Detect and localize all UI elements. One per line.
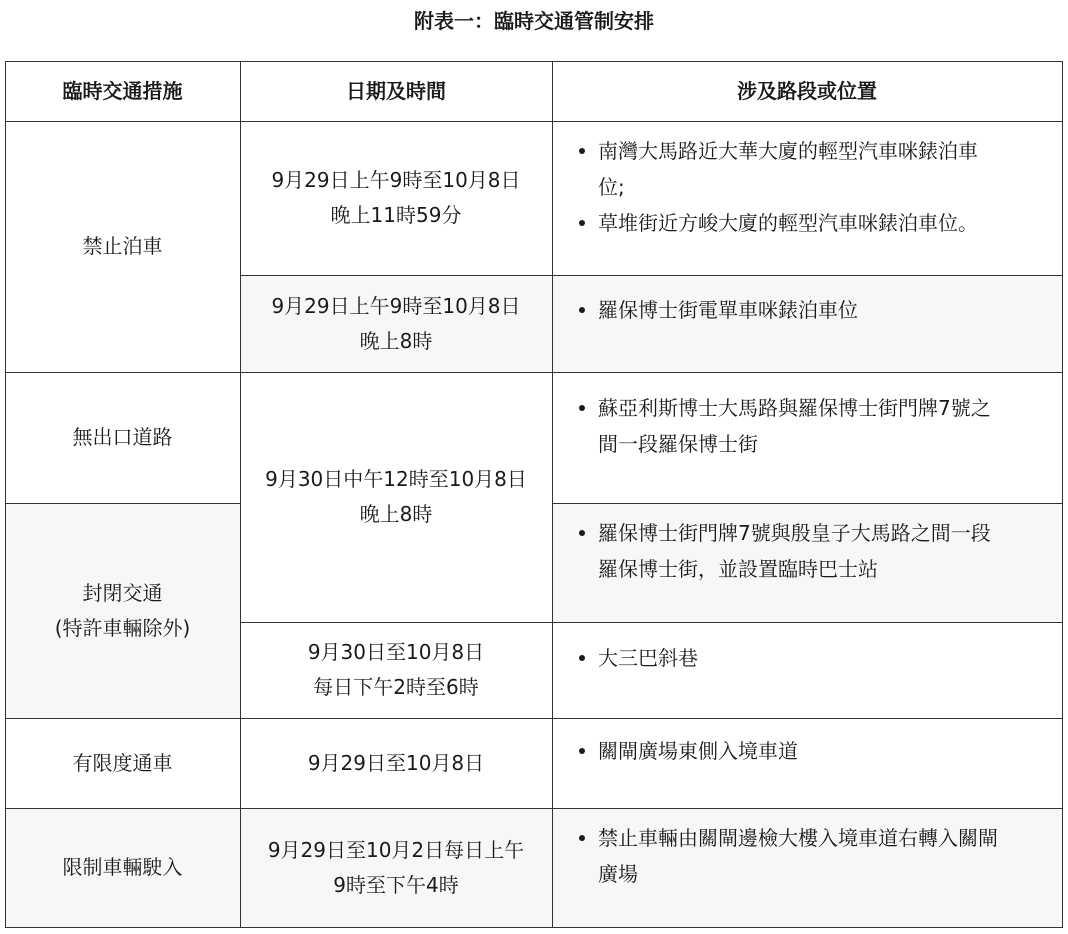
date-text: 晚上11時59分 — [330, 203, 462, 227]
location-text: 關閘廣場東側入境車道 — [598, 739, 798, 763]
date-text: 9月29日至10月8日 — [307, 750, 485, 775]
measure-cell — [5, 372, 240, 503]
grid-line — [240, 275, 1063, 276]
location-item — [552, 292, 1062, 328]
header-measure: 臨時交通措施 — [62, 78, 183, 103]
date-text: 9月30日至10月8日 — [307, 640, 485, 664]
grid-line — [552, 61, 553, 928]
date-text: 9月29日至10月2日每日上午 — [267, 837, 525, 862]
location-text: 大三巴斜巷 — [598, 646, 698, 670]
location-item — [552, 390, 1062, 462]
grid-line — [5, 121, 1063, 122]
measure-text: 無出口道路 — [72, 425, 173, 449]
location-text: 蘇亞利斯博士大馬路與羅保博士街門牌7號之 — [598, 396, 991, 420]
location-text: 羅保博士街，並設置臨時巴士站 — [598, 557, 878, 581]
location-cell — [552, 292, 1062, 328]
location-cell — [552, 390, 1062, 462]
location-cell — [552, 640, 1062, 676]
grid-line — [5, 61, 6, 928]
location-cell — [552, 733, 1062, 769]
date-cell — [240, 718, 552, 808]
date-text: 9時至下午4時 — [333, 872, 459, 897]
location-text: 草堆街近方峻大廈的輕型汽車咪錶泊車位。 — [598, 211, 978, 235]
measure-cell — [5, 503, 240, 718]
location-item — [552, 205, 1062, 241]
location-text: 廣場 — [598, 862, 638, 886]
date-cell — [240, 275, 552, 372]
date-text: 晚上8時 — [359, 502, 433, 526]
measure-cell — [5, 808, 240, 927]
location-cell — [552, 133, 1062, 241]
measure-text: 封閉交通 — [82, 580, 163, 605]
location-item — [552, 515, 1062, 587]
location-text: 南灣大馬路近大華大廈的輕型汽車咪錶泊車 — [598, 139, 978, 163]
grid-line — [1062, 61, 1063, 928]
date-cell — [240, 121, 552, 275]
date-text: 9月30日中午12時至10月8日 — [265, 467, 527, 491]
date-text: 晚上8時 — [359, 328, 433, 353]
header-date: 日期及時間 — [346, 78, 446, 103]
location-cell — [552, 515, 1062, 587]
location-text: 羅保博士街電單車咪錶泊車位 — [598, 298, 858, 322]
measure-text: 限制車輛駛入 — [62, 855, 183, 879]
location-item — [552, 820, 1062, 892]
date-cell — [240, 372, 552, 622]
measure-text: 禁止泊車 — [82, 234, 163, 258]
grid-line — [240, 622, 1063, 623]
measure-cell — [5, 121, 240, 372]
location-item — [552, 733, 1062, 769]
location-text: 禁止車輛由關閘邊檢大樓入境車道右轉入關閘 — [598, 826, 998, 850]
grid-line — [5, 503, 240, 504]
grid-line — [5, 718, 1063, 719]
location-cell — [552, 820, 1062, 892]
grid-line — [5, 61, 1063, 62]
date-text: 9月29日上午9時至10月8日 — [271, 168, 521, 192]
location-item — [552, 133, 1062, 205]
location-text: 間一段羅保博士街 — [598, 432, 758, 456]
date-text: 每日下午2時至6時 — [313, 675, 479, 699]
grid-line — [240, 61, 241, 928]
grid-line — [5, 927, 1063, 928]
header-location: 涉及路段或位置 — [737, 78, 877, 103]
measure-cell — [5, 718, 240, 808]
date-cell — [240, 622, 552, 718]
grid-line — [5, 372, 1063, 373]
date-text: 9月29日上午9時至10月8日 — [271, 293, 521, 318]
location-text: 羅保博士街門牌7號與殷皇子大馬路之間一段 — [598, 521, 991, 545]
date-cell — [240, 808, 552, 927]
measure-text: (特許車輛除外) — [54, 615, 191, 640]
table-title: 附表一：臨時交通管制安排 — [414, 9, 654, 33]
location-text: 位; — [598, 175, 625, 199]
grid-line — [552, 503, 1063, 504]
grid-line — [5, 808, 1063, 809]
measure-text: 有限度通車 — [72, 750, 173, 775]
location-item — [552, 640, 1062, 676]
